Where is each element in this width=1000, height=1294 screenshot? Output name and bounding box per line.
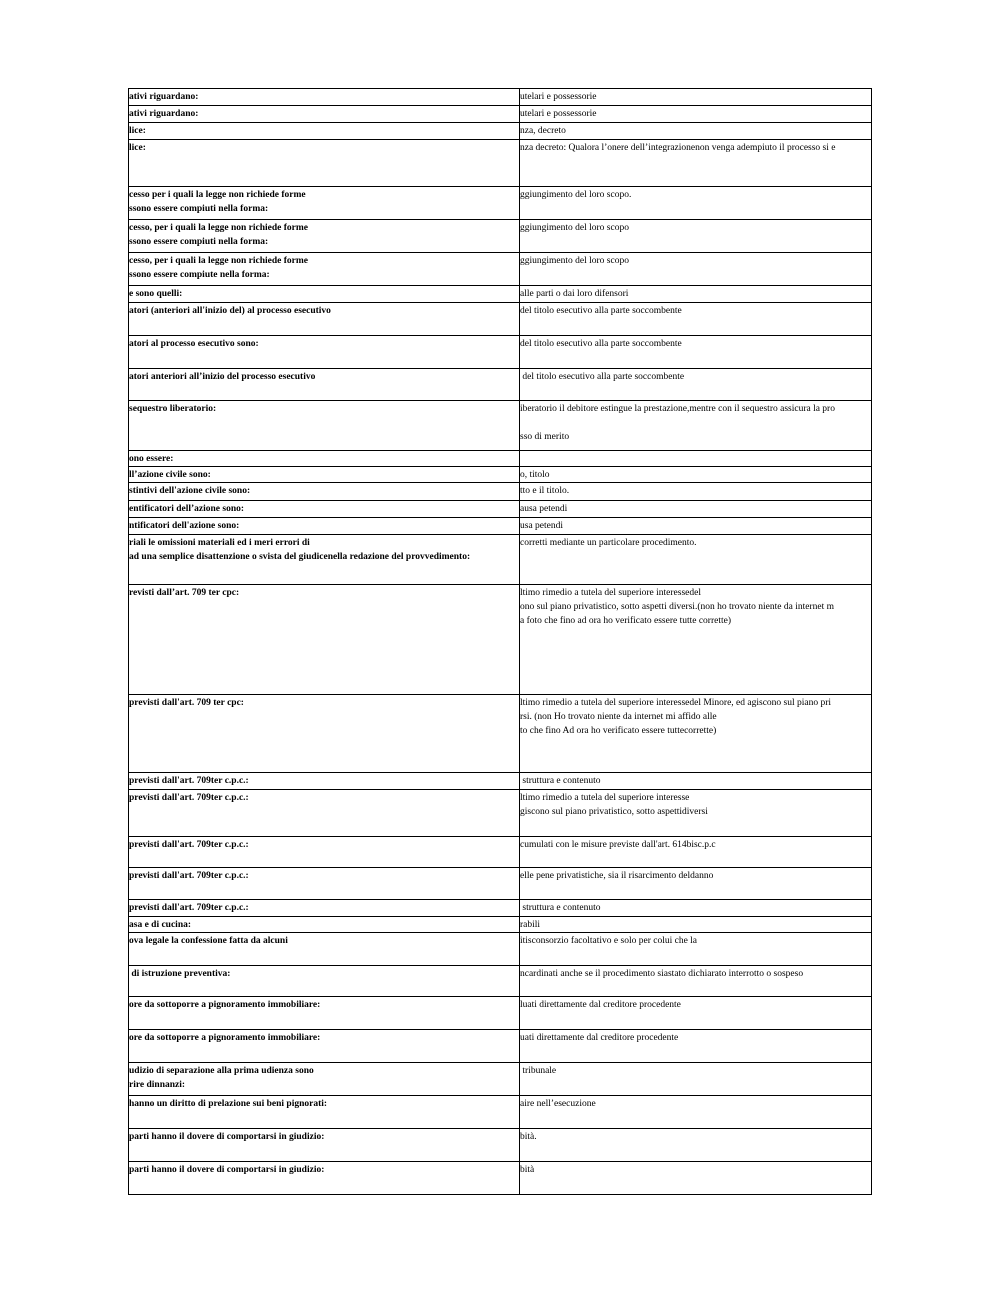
answer-cell: rabili — [520, 917, 872, 933]
answer-cell: ggiungimento del loro scopo — [520, 253, 872, 286]
table-row — [129, 336, 872, 369]
question-cell: ono essere: — [129, 451, 520, 467]
answer-cell: cumulati con le misure previste dall'art. 614bisc.p.c — [520, 837, 872, 868]
question-cell: cesso, per i quali la legge non richiede forme ssono essere compiuti nella forma: — [129, 220, 520, 253]
question-cell: previsti dall'art. 709ter c.p.c.: — [129, 773, 520, 790]
table-row — [129, 1162, 872, 1195]
quiz-table — [128, 88, 872, 1195]
answer-cell: utelari e possessorie — [520, 89, 872, 106]
question-cell: parti hanno il dovere di comportarsi in giudizio: — [129, 1162, 520, 1195]
answer-cell: ltimo rimedio a tutela del superiore interesse giscono sul piano privatistico, sotto aspettidiversi — [520, 790, 872, 837]
table-row — [129, 518, 872, 535]
table-row — [129, 535, 872, 585]
question-cell: hanno un diritto di prelazione sui beni pignorati: — [129, 1096, 520, 1129]
question-cell: ll’azione civile sono: — [129, 467, 520, 483]
table-row — [129, 1129, 872, 1162]
answer-cell: bità. — [520, 1129, 872, 1162]
question-cell: atori al processo esecutivo sono: — [129, 336, 520, 369]
question-cell: asa e di cucina: — [129, 917, 520, 933]
answer-cell: del titolo esecutivo alla parte soccombente — [520, 303, 872, 336]
table-row — [129, 1096, 872, 1129]
answer-cell: ggiungimento del loro scopo. — [520, 187, 872, 220]
question-cell: cesso, per i quali la legge non richiede forme ssono essere compiute nella forma: — [129, 253, 520, 286]
answer-cell: luati direttamente dal creditore procedente — [520, 997, 872, 1030]
table-row — [129, 369, 872, 401]
question-cell: ativi riguardano: — [129, 106, 520, 123]
question-cell: previsti dall'art. 709 ter cpc: — [129, 695, 520, 773]
answer-cell: struttura e contenuto — [520, 900, 872, 917]
table-row — [129, 451, 872, 467]
table-row — [129, 220, 872, 253]
answer-cell: nza, decreto — [520, 123, 872, 140]
answer-cell: nza decreto: Qualora l’onere dell’integrazionenon venga adempiuto il processo si e — [520, 140, 872, 187]
table-row — [129, 89, 872, 106]
answer-cell: ltimo rimedio a tutela del superiore interessedel ono sul piano privatistico, sotto aspetti diversi.(non ho trovato niente da internet m a foto che fino ad ora ho verificato essere tutte corrette) — [520, 585, 872, 695]
question-cell: entificatori dell’azione sono: — [129, 501, 520, 518]
quiz-table-body — [129, 89, 872, 1195]
table-row — [129, 467, 872, 483]
table-row — [129, 585, 872, 695]
table-row — [129, 1063, 872, 1096]
table-row — [129, 997, 872, 1030]
answer-cell: ltimo rimedio a tutela del superiore interessedel Minore, ed agiscono sul piano pri rsi. (non Ho trovato niente da internet mi affido alle to che fino Ad ora ho verificato essere tuttecorrette) — [520, 695, 872, 773]
answer-cell: alle parti o dai loro difensori — [520, 286, 872, 303]
question-cell: ova legale la confessione fatta da alcuni — [129, 933, 520, 966]
question-cell: atori anteriori all’inizio del processo esecutivo — [129, 369, 520, 401]
question-cell: revisti dall’art. 709 ter cpc: — [129, 585, 520, 695]
question-cell: lice: — [129, 123, 520, 140]
question-cell: udizio di separazione alla prima udienza sono rire dinnanzi: — [129, 1063, 520, 1096]
table-row — [129, 303, 872, 336]
answer-cell: bità — [520, 1162, 872, 1195]
answer-cell: del titolo esecutivo alla parte soccombente — [520, 369, 872, 401]
table-row — [129, 483, 872, 501]
question-cell: atori (anteriori all'inizio del) al processo esecutivo — [129, 303, 520, 336]
table-row — [129, 966, 872, 997]
table-row — [129, 790, 872, 837]
question-cell: parti hanno il dovere di comportarsi in giudizio: — [129, 1129, 520, 1162]
table-row — [129, 187, 872, 220]
table-row — [129, 1030, 872, 1063]
answer-cell — [520, 451, 872, 467]
table-row — [129, 106, 872, 123]
table-row — [129, 917, 872, 933]
table-row — [129, 933, 872, 966]
table-row — [129, 140, 872, 187]
question-cell: ntificatori dell'azione sono: — [129, 518, 520, 535]
question-cell: riali le omissioni materiali ed i meri errori di ad una semplice disattenzione o svista del giudicenella redazione del provvedimento: — [129, 535, 520, 585]
question-cell: sequestro liberatorio: — [129, 401, 520, 451]
question-cell: ore da sottoporre a pignoramento immobiliare: — [129, 1030, 520, 1063]
answer-cell: tto e il titolo. — [520, 483, 872, 501]
answer-cell: ausa petendi — [520, 501, 872, 518]
table-row — [129, 695, 872, 773]
question-cell: di istruzione preventiva: — [129, 966, 520, 997]
question-cell: cesso per i quali la legge non richiede forme ssono essere compiuti nella forma: — [129, 187, 520, 220]
table-row — [129, 286, 872, 303]
answer-cell: iberatorio il debitore estingue la prestazione,mentre con il sequestro assicura la pro sso di merito — [520, 401, 872, 451]
answer-cell: o, titolo — [520, 467, 872, 483]
table-row — [129, 837, 872, 868]
answer-cell: corretti mediante un particolare procedimento. — [520, 535, 872, 585]
question-cell: ativi riguardano: — [129, 89, 520, 106]
answer-cell: utelari e possessorie — [520, 106, 872, 123]
answer-cell: itisconsorzio facoltativo e solo per colui che la — [520, 933, 872, 966]
table-row — [129, 773, 872, 790]
table-row — [129, 868, 872, 900]
question-cell: previsti dall'art. 709ter c.p.c.: — [129, 790, 520, 837]
answer-cell: elle pene privatistiche, sia il risarcimento deldanno — [520, 868, 872, 900]
answer-cell: aire nell’esecuzione — [520, 1096, 872, 1129]
answer-cell: del titolo esecutivo alla parte soccombente — [520, 336, 872, 369]
answer-cell: struttura e contenuto — [520, 773, 872, 790]
table-row — [129, 253, 872, 286]
table-row — [129, 123, 872, 140]
answer-cell: uati direttamente dal creditore procedente — [520, 1030, 872, 1063]
question-cell: previsti dall'art. 709ter c.p.c.: — [129, 837, 520, 868]
answer-cell: ggiungimento del loro scopo — [520, 220, 872, 253]
answer-cell: tribunale — [520, 1063, 872, 1096]
answer-cell: ncardinati anche se il procedimento siastato dichiarato interrotto o sospeso — [520, 966, 872, 997]
question-cell: e sono quelli: — [129, 286, 520, 303]
table-row — [129, 900, 872, 917]
question-cell: previsti dall'art. 709ter c.p.c.: — [129, 900, 520, 917]
question-cell: lice: — [129, 140, 520, 187]
question-cell: ore da sottoporre a pignoramento immobiliare: — [129, 997, 520, 1030]
answer-cell: usa petendi — [520, 518, 872, 535]
question-cell: previsti dall'art. 709ter c.p.c.: — [129, 868, 520, 900]
question-cell: stintivi dell'azione civile sono: — [129, 483, 520, 501]
table-row — [129, 401, 872, 451]
table-row — [129, 501, 872, 518]
